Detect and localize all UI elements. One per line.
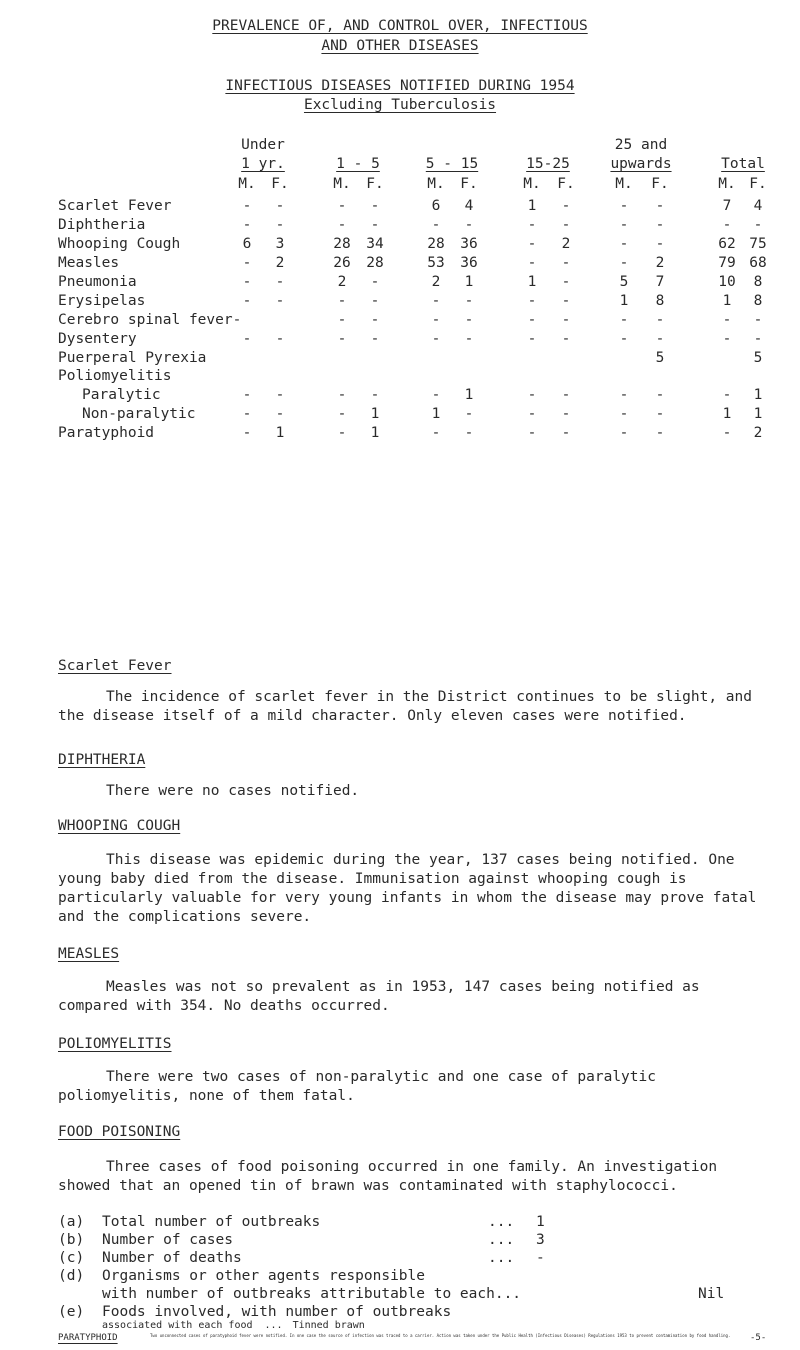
- column-sex-label: F.: [460, 176, 478, 192]
- table-cell: 2: [275, 255, 285, 271]
- table-cell: -: [337, 312, 347, 328]
- table-cell: -: [619, 217, 629, 233]
- table-cell: 2: [431, 274, 441, 290]
- list-item: (a) Total number of outbreaks ... 1: [58, 1214, 545, 1230]
- column-group-header: upwards: [610, 156, 672, 172]
- table-cell: -: [561, 312, 571, 328]
- table-cell: -: [242, 274, 252, 290]
- table-row-label: Dysentery: [58, 331, 137, 347]
- table-cell: -: [242, 331, 252, 347]
- table-cell: 5: [753, 350, 763, 366]
- table-cell: 5: [619, 274, 629, 290]
- table-cell: -: [527, 387, 537, 403]
- table-cell: -: [431, 331, 441, 347]
- table-cell: -: [753, 331, 763, 347]
- table-cell: -: [431, 217, 441, 233]
- table-cell: 79: [718, 255, 736, 271]
- table-cell: 2: [655, 255, 665, 271]
- table-cell: 36: [460, 255, 478, 271]
- table-row-label: Cerebro spinal fever-: [58, 312, 242, 328]
- table-cell: -: [337, 406, 347, 422]
- table-cell: -: [275, 198, 285, 214]
- table-cell: 7: [722, 198, 732, 214]
- table-cell: -: [242, 198, 252, 214]
- table-cell: 8: [753, 293, 763, 309]
- table-cell: 2: [561, 236, 571, 252]
- column-sex-label: M.: [427, 176, 445, 192]
- table-cell: -: [561, 198, 571, 214]
- column-sex-label: M.: [523, 176, 541, 192]
- section-heading-measles: MEASLES: [58, 946, 120, 962]
- section-text-poliomyelitis: There were two cases of non-paralytic and one case of paralytic poliomyelitis, none of them fatal.: [58, 1069, 656, 1104]
- page-heading-line2: AND OTHER DISEASES: [321, 38, 479, 54]
- table-cell: -: [275, 293, 285, 309]
- section-text-scarlet-fever: The incidence of scarlet fever in the District continues to be slight, and the disease itself of a mild character. Only eleven cases were notified.: [58, 689, 753, 724]
- table-cell: -: [753, 217, 763, 233]
- table-cell: -: [464, 293, 474, 309]
- table-row-label: Pneumonia: [58, 274, 137, 290]
- table-cell: -: [527, 406, 537, 422]
- column-group-header: Total: [721, 156, 765, 172]
- table-cell: -: [527, 255, 537, 271]
- table-cell: -: [370, 331, 380, 347]
- table-cell: -: [527, 312, 537, 328]
- table-cell: -: [275, 406, 285, 422]
- table-cell: -: [561, 406, 571, 422]
- table-cell: -: [527, 236, 537, 252]
- table-cell: -: [619, 425, 629, 441]
- table-cell: -: [619, 236, 629, 252]
- table-cell: -: [370, 293, 380, 309]
- table-cell: 1: [464, 387, 474, 403]
- list-item: (d) Organisms or other agents responsible: [58, 1268, 426, 1284]
- section-text-paratyphoid: Two unconnected cases of paratyphoid fever were notified. In one case the source of infection was traced to a carrier. Action was taken under the Public Health (Infectious Diseases) Regulations 1953 to prevent contamination by food handling.: [150, 1333, 731, 1338]
- page-number: -5-: [750, 1333, 767, 1343]
- column-group-header: 1 - 5: [336, 156, 380, 172]
- table-cell: -: [242, 293, 252, 309]
- column-sex-label: F.: [271, 176, 289, 192]
- column-group-header: 5 - 15: [425, 156, 479, 172]
- table-cell: -: [464, 425, 474, 441]
- table-cell: 1: [431, 406, 441, 422]
- table-cell: -: [464, 331, 474, 347]
- table-cell: -: [370, 387, 380, 403]
- table-cell: -: [527, 293, 537, 309]
- table-cell: -: [275, 217, 285, 233]
- table-cell: 28: [366, 255, 384, 271]
- table-cell: -: [275, 274, 285, 290]
- table-cell: -: [370, 274, 380, 290]
- table-cell: -: [722, 217, 732, 233]
- table-cell: -: [242, 217, 252, 233]
- column-sex-label: F.: [749, 176, 767, 192]
- table-cell: -: [337, 387, 347, 403]
- table-cell: 26: [333, 255, 351, 271]
- table-row-label: Paratyphoid: [58, 425, 155, 441]
- table-row-label: Erysipelas: [58, 293, 146, 309]
- table-cell: -: [561, 255, 571, 271]
- table-cell: 4: [464, 198, 474, 214]
- table-cell: -: [242, 425, 252, 441]
- table-cell: -: [464, 217, 474, 233]
- table-cell: -: [561, 274, 571, 290]
- table-cell: 28: [333, 236, 351, 252]
- table-cell: -: [655, 236, 665, 252]
- table-cell: -: [619, 198, 629, 214]
- table-cell: 34: [366, 236, 384, 252]
- table-cell: 8: [753, 274, 763, 290]
- table-cell: -: [337, 425, 347, 441]
- section-text-measles: Measles was not so prevalent as in 1953, 147 cases being notified as compared with 354. No deaths occurred.: [58, 979, 700, 1014]
- section-heading-paratyphoid: PARATYPHOID: [58, 1333, 118, 1343]
- table-cell: -: [337, 198, 347, 214]
- table-cell: -: [722, 312, 732, 328]
- table-cell: 62: [718, 236, 736, 252]
- table-cell: -: [464, 406, 474, 422]
- table-cell: -: [337, 331, 347, 347]
- table-cell: 4: [753, 198, 763, 214]
- column-sex-label: M.: [615, 176, 633, 192]
- table-row-label: Poliomyelitis: [58, 368, 172, 384]
- column-sex-label: M.: [718, 176, 736, 192]
- table-cell: 53: [427, 255, 445, 271]
- table-cell: -: [242, 255, 252, 271]
- table-cell: -: [655, 331, 665, 347]
- table-cell: -: [753, 312, 763, 328]
- table-cell: -: [722, 387, 732, 403]
- table-cell: -: [619, 255, 629, 271]
- section-heading-poliomyelitis: POLIOMYELITIS: [58, 1036, 172, 1052]
- table-cell: -: [337, 217, 347, 233]
- table-cell: -: [722, 425, 732, 441]
- table-cell: 1: [753, 387, 763, 403]
- table-cell: -: [561, 293, 571, 309]
- table-cell: 3: [275, 236, 285, 252]
- table-cell: 1: [527, 274, 537, 290]
- column-sex-label: M.: [333, 176, 351, 192]
- table-cell: 1: [722, 406, 732, 422]
- table-cell: -: [275, 331, 285, 347]
- table-cell: -: [527, 217, 537, 233]
- table-row-label: Scarlet Fever: [58, 198, 172, 214]
- table-cell: 2: [337, 274, 347, 290]
- table-cell: -: [370, 312, 380, 328]
- disease-table: [0, 0, 800, 640]
- column-sex-label: F.: [651, 176, 669, 192]
- table-cell: 2: [753, 425, 763, 441]
- table-cell: -: [431, 387, 441, 403]
- table-cell: 75: [749, 236, 767, 252]
- table-cell: 1: [275, 425, 285, 441]
- table-cell: -: [370, 198, 380, 214]
- section-heading-food-poisoning: FOOD POISONING: [58, 1124, 181, 1140]
- table-cell: -: [464, 312, 474, 328]
- section-text-food-poisoning: Three cases of food poisoning occurred in one family. An investigation showed that an opened tin of brawn was contaminated with staphylococci.: [58, 1159, 718, 1194]
- table-cell: -: [527, 425, 537, 441]
- table-cell: -: [242, 387, 252, 403]
- table-cell: -: [431, 293, 441, 309]
- table-cell: 7: [655, 274, 665, 290]
- table-cell: -: [275, 387, 285, 403]
- page-heading-line1: PREVALENCE OF, AND CONTROL OVER, INFECTIOUS: [212, 18, 588, 34]
- column-group-header-top: 25 and: [614, 137, 668, 153]
- table-row-label: Non-paralytic: [82, 406, 196, 422]
- table-cell: 68: [749, 255, 767, 271]
- table-subtitle: Excluding Tuberculosis: [303, 97, 497, 113]
- column-sex-label: F.: [557, 176, 575, 192]
- section-text-whooping-cough: This disease was epidemic during the year, 137 cases being notified. One young baby died from the disease. Immunisation against whooping cough is particularly valuable for very young infants in whom the disease may prove fatal and the complications severe.: [58, 852, 757, 925]
- table-cell: -: [527, 331, 537, 347]
- table-cell: -: [655, 425, 665, 441]
- table-cell: 36: [460, 236, 478, 252]
- table-cell: 1: [464, 274, 474, 290]
- table-cell: -: [655, 387, 665, 403]
- table-row-label: Diphtheria: [58, 217, 146, 233]
- table-cell: -: [619, 331, 629, 347]
- table-cell: 8: [655, 293, 665, 309]
- table-cell: -: [561, 425, 571, 441]
- section-heading-whooping-cough: WHOOPING COUGH: [58, 818, 181, 834]
- table-row-label: Paralytic: [82, 387, 161, 403]
- table-cell: 6: [242, 236, 252, 252]
- table-cell: -: [370, 217, 380, 233]
- table-cell: -: [431, 425, 441, 441]
- section-heading-diphtheria: DIPHTHERIA: [58, 752, 146, 768]
- column-sex-label: M.: [238, 176, 256, 192]
- column-sex-label: F.: [366, 176, 384, 192]
- table-cell: -: [655, 312, 665, 328]
- list-item: associated with each food ... Tinned brawn: [102, 1320, 365, 1331]
- column-group-header-top: Under: [241, 137, 285, 153]
- table-cell: 10: [718, 274, 736, 290]
- table-cell: 1: [619, 293, 629, 309]
- list-item: with number of outbreaks attributable to each... Nil: [102, 1286, 725, 1302]
- table-cell: -: [655, 198, 665, 214]
- table-cell: 28: [427, 236, 445, 252]
- table-cell: 1: [370, 406, 380, 422]
- table-cell: -: [619, 387, 629, 403]
- table-cell: -: [431, 312, 441, 328]
- table-cell: -: [561, 331, 571, 347]
- list-item: (e) Foods involved, with number of outbreaks: [58, 1304, 452, 1320]
- table-cell: -: [619, 312, 629, 328]
- table-cell: 1: [722, 293, 732, 309]
- table-cell: -: [655, 406, 665, 422]
- table-cell: -: [655, 217, 665, 233]
- table-row-label: Puerperal Pyrexia: [58, 350, 207, 366]
- table-cell: 5: [655, 350, 665, 366]
- table-row-label: Whooping Cough: [58, 236, 181, 252]
- table-title: INFECTIOUS DISEASES NOTIFIED DURING 1954: [225, 78, 575, 94]
- table-cell: 1: [370, 425, 380, 441]
- table-cell: 1: [527, 198, 537, 214]
- section-text-diphtheria: There were no cases notified.: [106, 783, 360, 799]
- table-cell: -: [722, 331, 732, 347]
- column-group-header: 15-25: [526, 156, 570, 172]
- table-cell: -: [561, 387, 571, 403]
- table-cell: 1: [753, 406, 763, 422]
- table-cell: 6: [431, 198, 441, 214]
- table-cell: -: [242, 406, 252, 422]
- list-item: (b) Number of cases ... 3: [58, 1232, 545, 1248]
- table-cell: -: [561, 217, 571, 233]
- table-row-label: Measles: [58, 255, 120, 271]
- column-group-header: 1 yr.: [241, 156, 285, 172]
- table-cell: -: [619, 406, 629, 422]
- section-heading-scarlet-fever: Scarlet Fever: [58, 658, 172, 674]
- list-item: (c) Number of deaths ... -: [58, 1250, 545, 1266]
- table-cell: -: [337, 293, 347, 309]
